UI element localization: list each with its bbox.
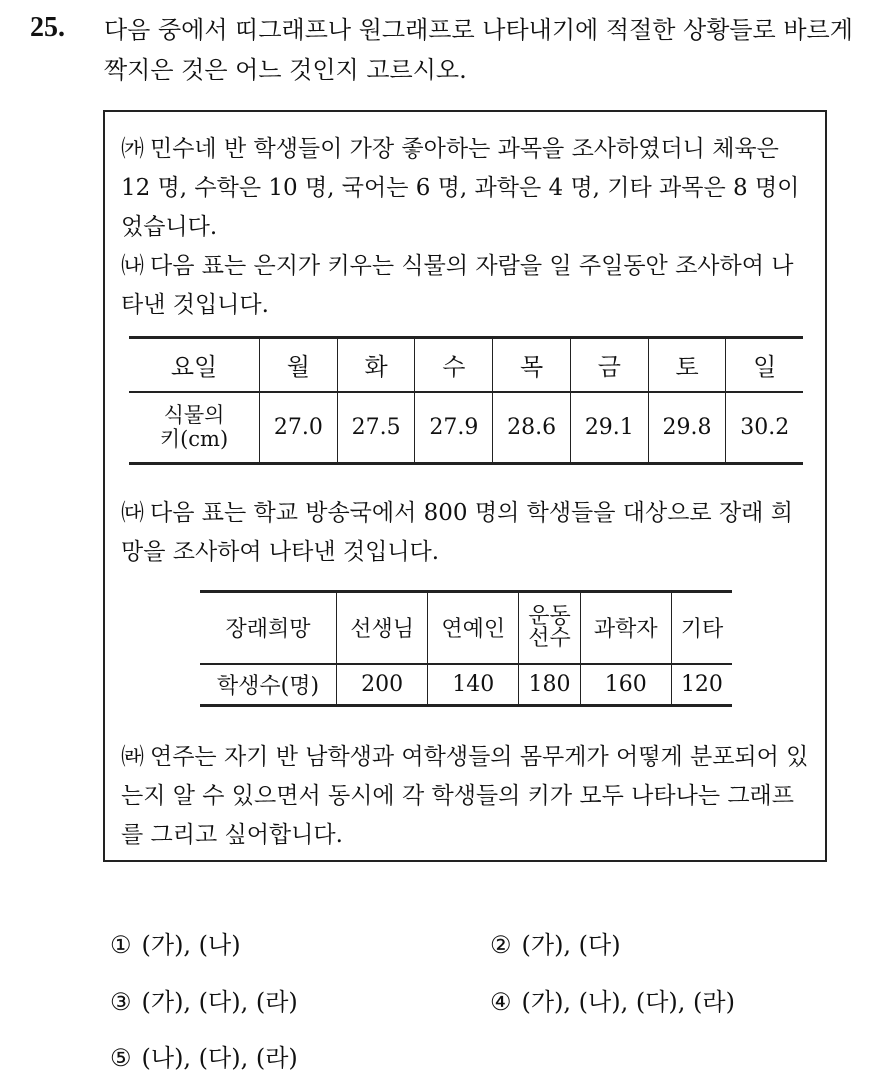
value-cell: 28.6 bbox=[493, 392, 571, 464]
option-text: (나), (다), (라) bbox=[141, 1044, 298, 1072]
value-cell: 120 bbox=[671, 664, 732, 706]
header-cell: 화 bbox=[337, 338, 415, 392]
header-line2: 선수 bbox=[528, 625, 571, 651]
text-na: 다음 표는 은지가 키우는 식물의 자람을 일 주일동안 조사하여 나타낸 것입니다. bbox=[121, 253, 794, 318]
future-hope-table bbox=[200, 590, 732, 707]
table-row bbox=[129, 392, 803, 464]
option-text: (가), (나) bbox=[141, 931, 241, 959]
value-cell: 27.5 bbox=[337, 392, 415, 464]
value-cell: 27.9 bbox=[415, 392, 493, 464]
option-text: (가), (다) bbox=[521, 931, 621, 959]
table-row bbox=[200, 664, 732, 706]
label-da: ㈐ bbox=[121, 500, 144, 526]
row-label-line2: 키(cm) bbox=[159, 427, 229, 452]
paragraph-ra bbox=[121, 738, 811, 855]
text-da: 다음 표는 학교 방송국에서 800 명의 학생들을 대상으로 장래 희망을 조사하여 나타낸 것입니다. bbox=[121, 500, 793, 565]
option-number: ② bbox=[490, 931, 512, 959]
label-ra: ㈑ bbox=[121, 744, 144, 770]
value-cell: 140 bbox=[428, 664, 519, 706]
header-line1: 운동 bbox=[528, 603, 571, 629]
header-cell: 월 bbox=[260, 338, 338, 392]
header-cell: 요일 bbox=[129, 338, 260, 392]
text-ga: 민수네 반 학생들이 가장 좋아하는 과목을 조사하였더니 체육은 12 명, 수학은 10 명, 국어는 6 명, 과학은 4 명, 기타 과목은 8 명이었습니다. bbox=[121, 136, 800, 240]
header-cell: 금 bbox=[570, 338, 648, 392]
header-cell bbox=[519, 592, 580, 664]
row-label-cell: 학생수(명) bbox=[200, 664, 337, 706]
value-cell: 180 bbox=[519, 664, 580, 706]
label-na: ㈏ bbox=[121, 253, 144, 279]
condition-box bbox=[103, 110, 827, 862]
paragraph-da bbox=[121, 494, 811, 572]
header-cell: 일 bbox=[726, 338, 803, 392]
option-2[interactable] bbox=[490, 925, 621, 960]
header-cell: 과학자 bbox=[580, 592, 671, 664]
question-stem: 다음 중에서 띠그래프나 원그래프로 나타내기에 적절한 상황들로 바르게 짝지은 것은 어느 것인지 고르시오. bbox=[104, 16, 853, 84]
table-header-row bbox=[129, 338, 803, 392]
value-cell: 160 bbox=[580, 664, 671, 706]
label-ga: ㈎ bbox=[121, 136, 144, 162]
option-number: ③ bbox=[110, 988, 132, 1016]
option-text: (가), (나), (다), (라) bbox=[521, 988, 735, 1016]
plant-height-table bbox=[129, 336, 803, 465]
option-number: ① bbox=[110, 931, 132, 959]
paragraph-na bbox=[121, 247, 811, 325]
header-cell: 수 bbox=[415, 338, 493, 392]
value-cell: 29.1 bbox=[570, 392, 648, 464]
option-4[interactable] bbox=[490, 982, 735, 1017]
text-ra: 연주는 자기 반 남학생과 여학생들의 몸무게가 어떻게 분포되어 있는지 알 수 있으면서 동시에 각 학생들의 키가 모두 나타나는 그래프를 그리고 싶어합니다. bbox=[121, 744, 809, 848]
header-cell: 장래희망 bbox=[200, 592, 337, 664]
header-cell: 목 bbox=[493, 338, 571, 392]
header-cell: 토 bbox=[648, 338, 726, 392]
option-number: ⑤ bbox=[110, 1044, 132, 1072]
option-3[interactable] bbox=[110, 982, 298, 1017]
header-cell: 선생님 bbox=[337, 592, 428, 664]
option-text: (가), (다), (라) bbox=[141, 988, 298, 1016]
question-number: 25. bbox=[30, 12, 65, 43]
header-cell: 연예인 bbox=[428, 592, 519, 664]
row-label-cell bbox=[129, 392, 260, 464]
value-cell: 30.2 bbox=[726, 392, 803, 464]
table-header-row bbox=[200, 592, 732, 664]
paragraph-ga bbox=[121, 130, 811, 247]
header-cell: 기타 bbox=[671, 592, 732, 664]
option-number: ④ bbox=[490, 988, 512, 1016]
value-cell: 200 bbox=[337, 664, 428, 706]
option-5[interactable] bbox=[110, 1038, 298, 1073]
option-1[interactable] bbox=[110, 925, 241, 960]
value-cell: 27.0 bbox=[260, 392, 338, 464]
row-label-line1: 식물의 bbox=[163, 403, 225, 428]
value-cell: 29.8 bbox=[648, 392, 726, 464]
